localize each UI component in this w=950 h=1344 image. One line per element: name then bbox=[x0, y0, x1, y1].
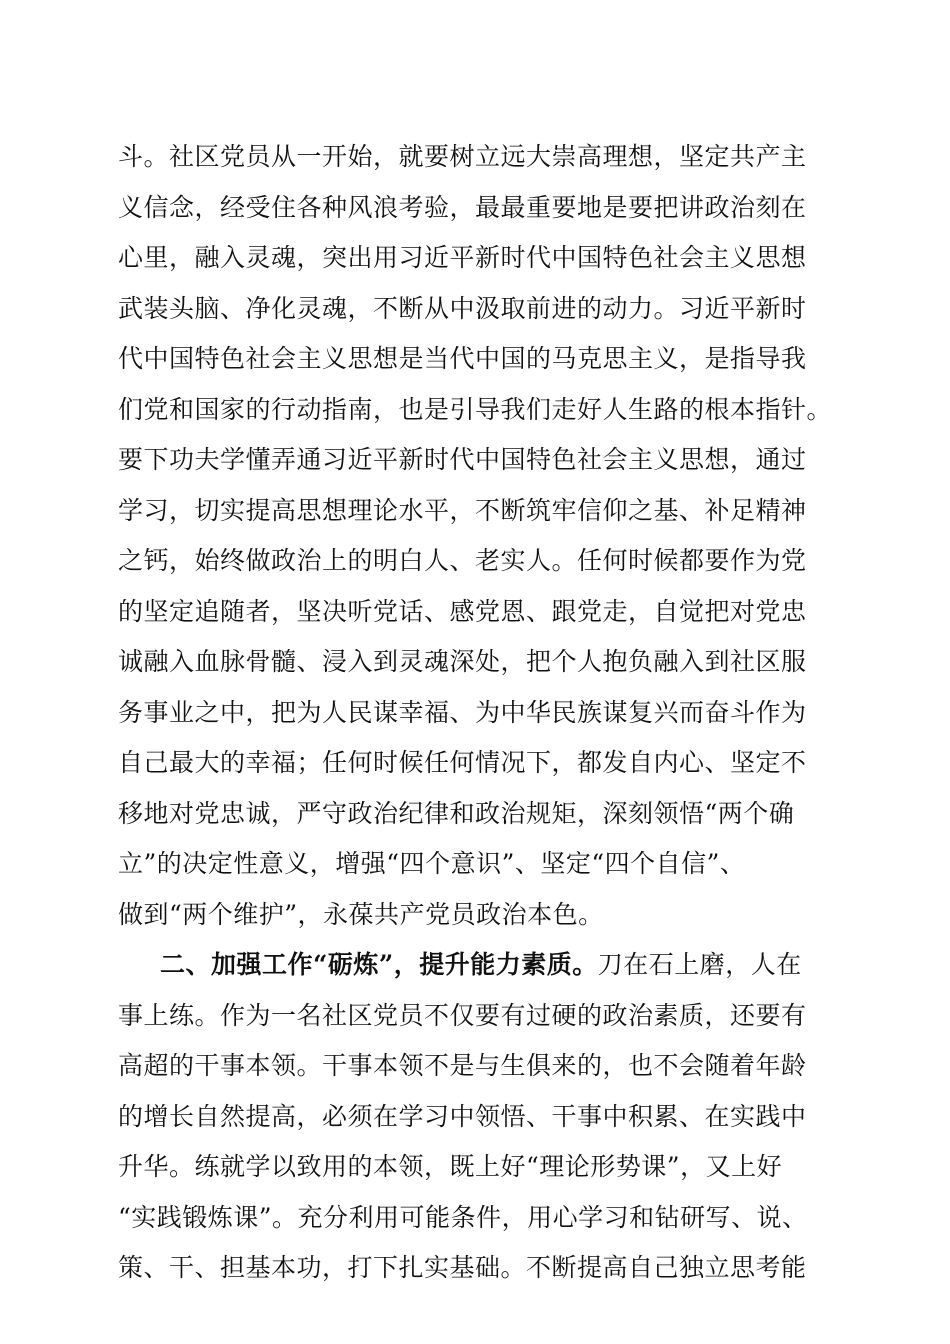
text-line: 诚融入血脉骨髓、浸入到灵魂深处，把个人抱负融入到社区服 bbox=[118, 647, 807, 676]
text-line: 高超的干事本领。干事本领不是与生俱来的，也不会随着年龄 bbox=[118, 1051, 807, 1080]
text-line: 代中国特色社会主义思想是当代中国的马克思主义，是指导我 bbox=[118, 344, 807, 373]
text-line: 心里，融入灵魂，突出用习近平新时代中国特色社会主义思想 bbox=[118, 243, 807, 272]
text-line: 立”的决定性意义，增强“四个意识”、坚定“四个自信”、 bbox=[118, 849, 746, 878]
text-line: 事上练。作为一名社区党员不仅要有过硬的政治素质，还要有 bbox=[118, 1001, 807, 1030]
text-line: 策、干、担基本功，打下扎实基础。不断提高自己独立思考能 bbox=[118, 1253, 807, 1282]
text-line: 务事业之中，把为人民谋幸福、为中华民族谋复兴而奋斗作为 bbox=[118, 698, 807, 727]
text-line: 移地对党忠诚，严守政治纪律和政治规矩，深刻领悟“两个确 bbox=[118, 799, 795, 828]
text-span: 刀在石上磨，人在 bbox=[597, 950, 802, 979]
text-line: “实践锻炼课”。充分利用可能条件，用心学习和钻研写、说、 bbox=[118, 1203, 808, 1232]
text-line: 自己最大的幸福；任何时候任何情况下，都发自内心、坚定不 bbox=[118, 748, 807, 777]
text-line: 的增长自然提高，必须在学习中领悟、干事中积累、在实践中 bbox=[118, 1102, 807, 1131]
section-heading: 二、加强工作“砺炼”，提升能力素质。 bbox=[160, 950, 598, 979]
text-line: 的坚定追随者，坚决听党话、感党恩、跟党走，自觉把对党忠 bbox=[118, 597, 807, 626]
text-line: 斗。社区党员从一开始，就要树立远大崇高理想，坚定共产主 bbox=[118, 142, 807, 171]
text-line: 学习，切实提高思想理论水平，不断筑牢信仰之基、补足精神 bbox=[118, 496, 807, 525]
text-line: 义信念，经受住各种风浪考验，最最重要地是要把讲政治刻在 bbox=[118, 193, 807, 222]
text-line: 要下功夫学懂弄通习近平新时代中国特色社会主义思想，通过 bbox=[118, 445, 807, 474]
text-line: 们党和国家的行动指南，也是引导我们走好人生路的根本指针。 bbox=[118, 395, 833, 424]
text-line: 做到“两个维护”，永葆共产党员政治本色。 bbox=[118, 900, 604, 929]
text-line: 升华。练就学以致用的本领，既上好“理论形势课”，又上好 bbox=[118, 1152, 783, 1181]
paragraph-first-line bbox=[160, 950, 802, 980]
text-line: 武装头脑、净化灵魂，不断从中汲取前进的动力。习近平新时 bbox=[118, 294, 807, 323]
text-line: 之钙，始终做政治上的明白人、老实人。任何时候都要作为党 bbox=[118, 546, 807, 575]
